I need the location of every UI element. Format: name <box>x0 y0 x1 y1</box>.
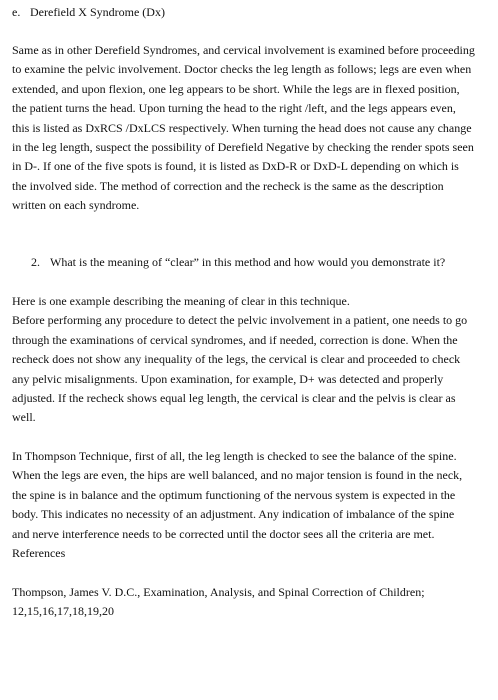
paragraph-line: any pelvic misalignments. Upon examination, for example, D+ was detected and properly <box>12 371 444 386</box>
paragraph-thompson-technique <box>12 447 486 563</box>
paragraph-line: When the legs are even, the hips are well balanced, and no major tension is found in the neck, <box>12 468 463 483</box>
references-heading: References <box>12 546 66 561</box>
paragraph-line: the involved side. The method of correction and the recheck is the same as the description <box>12 178 444 193</box>
question-2-text: What is the meaning of “clear” in this method and how would you demonstrate it? <box>50 255 446 269</box>
paragraph-line: the patient turns the head. Upon turning the head to the right /left, and the legs appears even, <box>12 101 456 116</box>
paragraph-line: Here is one example describing the meaning of clear in this technique. <box>12 294 350 308</box>
paragraph-line: adjusted. If the recheck shows equal leg length, the cervical is clear and the pelvis is clear as <box>12 391 456 406</box>
paragraph-line: body. This indicates no necessity of an adjustment. Any indication of imbalance of the spine <box>12 507 455 522</box>
paragraph-line: in D-. If one of the five spots is found, it is listed as DxD-R or DxD-L depending on which is <box>12 159 459 174</box>
paragraph-line: In Thompson Technique, first of all, the leg length is checked to see the balance of the spine. <box>12 449 457 463</box>
reference-line: Thompson, James V. D.C., Examination, Analysis, and Spinal Correction of Children; <box>12 585 425 599</box>
paragraph-clear-example <box>12 292 486 428</box>
paragraph-line: and nerve interference needs to be corrected until the doctor sees all the criteria are met. <box>12 526 435 541</box>
paragraph-line: recheck does not show any inequality of the legs, the cervical is clear and proceeded to check <box>12 352 461 367</box>
paragraph-line: extended, and upon flexion, one leg appears to be short. While the legs are in flexed position, <box>12 81 460 96</box>
question-2-marker: 2. <box>31 255 40 269</box>
section-e-marker: e. <box>12 5 21 19</box>
section-e-heading <box>12 4 165 20</box>
paragraph-line: Same as in other Derefield Syndromes, and cervical involvement is examined before proceeding <box>12 43 475 57</box>
paragraph-line: the spine is in balance and the optimum functioning of the nervous system is expected in the <box>12 487 456 502</box>
question-2 <box>31 253 445 271</box>
paragraph-line: in the leg length, suspect the possibility of Derefield Negative by checking the render spots seen <box>12 140 474 155</box>
paragraph-line: well. <box>12 410 36 425</box>
section-e-title: Derefield X Syndrome (Dx) <box>30 5 165 19</box>
paragraph-line: written on each syndrome. <box>12 198 140 213</box>
paragraph-line: through the examinations of cervical syndromes, and if needed, correction is done. When the <box>12 332 458 347</box>
paragraph-derefield-x <box>12 41 486 216</box>
paragraph-line: to examine the pelvic involvement. Doctor checks the leg length as follows; legs are even when <box>12 62 472 77</box>
reference-line: 12,15,16,17,18,19,20 <box>12 604 114 619</box>
reference-entry <box>12 583 486 622</box>
paragraph-line: Before performing any procedure to detect the pelvic involvement in a patient, one needs to go <box>12 313 468 328</box>
paragraph-line: this is listed as DxRCS /DxLCS respectively. When turning the head does not cause any change <box>12 120 472 135</box>
